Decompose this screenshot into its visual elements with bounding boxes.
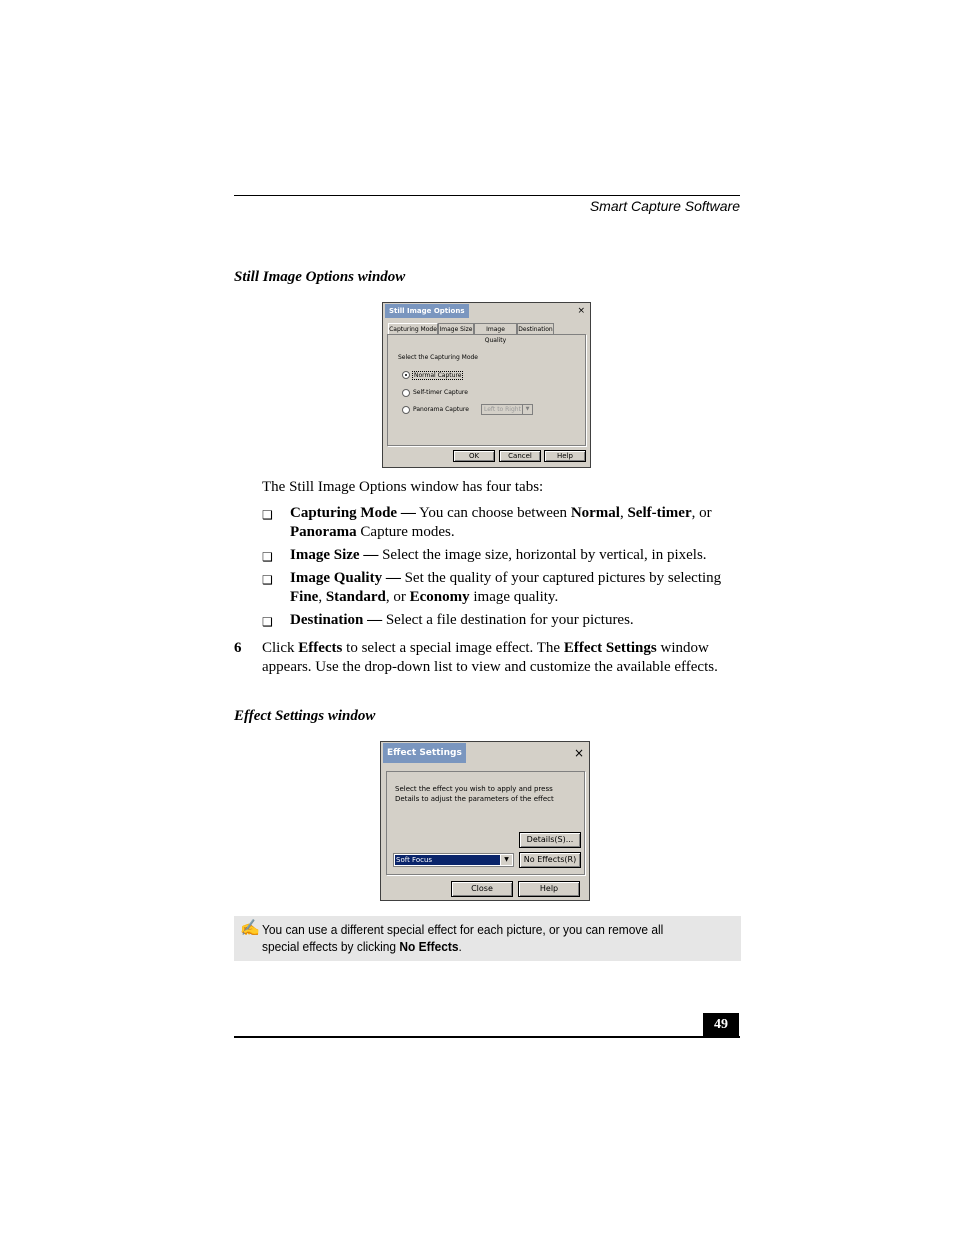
radio-label-normal: Normal Capture bbox=[414, 372, 462, 379]
cancel-button[interactable]: Cancel bbox=[499, 450, 541, 462]
bullet-marker: ❑ bbox=[262, 615, 273, 629]
effect-settings-dialog bbox=[380, 741, 590, 901]
bullet-marker: ❑ bbox=[262, 573, 273, 587]
help-button[interactable]: Help bbox=[518, 881, 580, 897]
radio-panorama[interactable] bbox=[402, 406, 410, 414]
section-title: Smart Capture Software bbox=[589, 198, 740, 214]
panorama-direction-value: Left to Right bbox=[484, 406, 521, 413]
step-6-text: Click Effects to select a special image effect. The Effect Settings window appears. Use the drop-down list to view and customize the available effects. bbox=[262, 640, 718, 675]
instruction-line-1: Select the effect you wish to apply and press bbox=[395, 785, 553, 793]
still-image-options-dialog bbox=[382, 302, 591, 468]
dialog-title: Still Image Options bbox=[385, 304, 469, 318]
instruction-line-2: Details to adjust the parameters of the effect bbox=[395, 795, 554, 803]
header-rule bbox=[234, 195, 740, 196]
tab-panel bbox=[387, 334, 586, 446]
tab-image-quality[interactable]: Image Quality bbox=[474, 323, 517, 334]
close-icon[interactable]: × bbox=[577, 306, 585, 316]
tab-capturing-mode[interactable]: Capturing Mode bbox=[388, 323, 438, 335]
pencil-icon: ✍ bbox=[240, 920, 260, 937]
radio-self-timer[interactable] bbox=[402, 389, 410, 397]
bullet-marker: ❑ bbox=[262, 508, 273, 522]
step-number: 6 bbox=[234, 640, 242, 656]
radio-label-panorama: Panorama Capture bbox=[413, 406, 469, 413]
footer-rule bbox=[234, 1036, 740, 1038]
bullet-marker: ❑ bbox=[262, 550, 273, 564]
chevron-down-icon[interactable]: ▼ bbox=[501, 855, 512, 865]
figure-caption-still-options: Still Image Options window bbox=[234, 269, 406, 285]
dialog-title: Effect Settings bbox=[383, 743, 466, 763]
effect-select[interactable] bbox=[393, 853, 514, 867]
bullet-destination: Destination — Select a file destination for your pictures. bbox=[290, 612, 634, 628]
figure-caption-effect-settings: Effect Settings window bbox=[234, 708, 376, 724]
details-button[interactable]: Details(S)... bbox=[519, 832, 581, 848]
close-icon[interactable]: × bbox=[573, 746, 584, 760]
help-button[interactable]: Help bbox=[544, 450, 586, 462]
dialog-titlebar bbox=[382, 743, 588, 763]
intro-paragraph: The Still Image Options window has four tabs: bbox=[262, 479, 544, 495]
close-button[interactable]: Close bbox=[451, 881, 513, 897]
bullet-image-quality: Image Quality — Set the quality of your captured pictures by selecting Fine, Standard, or Economy image quality. bbox=[290, 570, 722, 605]
tab-image-size[interactable]: Image Size bbox=[438, 323, 474, 334]
radio-label-self-timer: Self-timer Capture bbox=[413, 389, 468, 396]
group-label: Select the Capturing Mode bbox=[398, 354, 479, 361]
ok-button[interactable]: OK bbox=[453, 450, 495, 462]
radio-normal-capture[interactable] bbox=[402, 371, 410, 379]
dialog-titlebar bbox=[384, 304, 589, 318]
effect-select-value: Soft Focus bbox=[395, 855, 500, 865]
note-text: You can use a different special effect for each picture, or you can remove all special effects by clicking No Effects. bbox=[262, 922, 664, 954]
bullet-image-size: Image Size — Select the image size, horizontal by vertical, in pixels. bbox=[290, 547, 707, 563]
note-box bbox=[234, 916, 741, 961]
tab-destination[interactable]: Destination bbox=[517, 323, 554, 334]
bullet-capturing-mode: Capturing Mode — You can choose between Normal, Self-timer, or Panorama Capture modes. bbox=[290, 505, 712, 540]
no-effects-button[interactable]: No Effects(R) bbox=[519, 852, 581, 868]
panorama-direction-select[interactable] bbox=[481, 404, 533, 415]
chevron-down-icon: ▼ bbox=[522, 405, 532, 414]
page-number: 49 bbox=[703, 1013, 739, 1037]
effect-group bbox=[386, 771, 585, 875]
